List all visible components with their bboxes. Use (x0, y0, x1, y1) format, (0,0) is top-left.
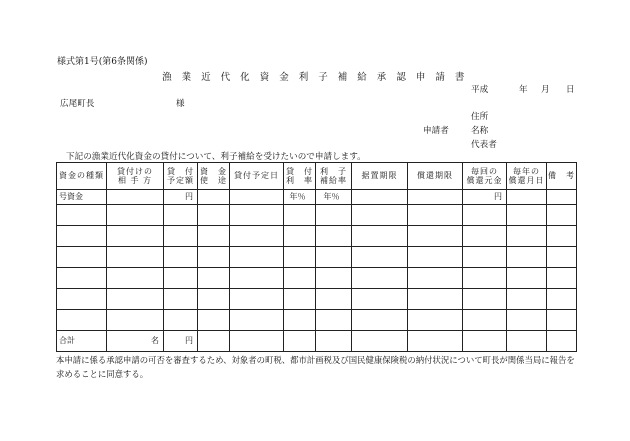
table-cell[interactable] (507, 205, 547, 226)
table-cell[interactable] (316, 310, 352, 331)
table-cell[interactable] (316, 289, 352, 310)
table-cell[interactable] (547, 310, 577, 331)
total-cell[interactable] (408, 331, 463, 352)
header-label: 補給率 (320, 176, 347, 185)
table-cell[interactable] (352, 268, 408, 289)
table-cell[interactable] (507, 310, 547, 331)
table-cell[interactable] (230, 226, 284, 247)
table-cell[interactable] (547, 205, 577, 226)
table-header-cell (316, 163, 352, 190)
table-cell[interactable] (507, 226, 547, 247)
table-cell[interactable] (408, 247, 463, 268)
total-cell[interactable] (463, 331, 507, 352)
table-cell[interactable] (284, 247, 316, 268)
unit-cell[interactable] (507, 190, 547, 205)
table-cell[interactable] (107, 226, 164, 247)
table-header-cell (107, 163, 164, 190)
table-cell[interactable] (463, 289, 507, 310)
table-cell[interactable] (107, 205, 164, 226)
total-cell[interactable] (507, 331, 547, 352)
unit-cell[interactable]: 年％ (316, 190, 352, 205)
total-label[interactable]: 合計 (57, 331, 107, 352)
table-header-cell (284, 163, 316, 190)
total-count-unit[interactable]: 名 (107, 331, 164, 352)
total-cell[interactable] (547, 331, 577, 352)
table-row (57, 268, 577, 289)
table-row (57, 226, 577, 247)
date-month-label: 月 (541, 85, 550, 95)
table-cell[interactable] (507, 247, 547, 268)
table-cell[interactable] (57, 226, 107, 247)
addressee: 広尾町長 (60, 99, 95, 109)
header-label: 貸 付 (167, 166, 194, 176)
table-cell[interactable] (57, 247, 107, 268)
table-unit-row (57, 190, 577, 205)
header-label: 貸付けの (117, 166, 153, 176)
date-year-label: 年 (519, 85, 528, 95)
table-cell[interactable] (284, 289, 316, 310)
table-cell[interactable] (316, 205, 352, 226)
table-cell[interactable] (316, 247, 352, 268)
table-cell[interactable] (408, 289, 463, 310)
applicant-representative-label: 代表者 (471, 140, 497, 150)
table-cell[interactable] (352, 247, 408, 268)
table-header-cell (57, 163, 107, 190)
table-cell[interactable] (198, 205, 230, 226)
table-cell[interactable] (284, 205, 316, 226)
table-cell[interactable] (408, 268, 463, 289)
table-cell[interactable] (230, 289, 284, 310)
table-cell[interactable] (408, 226, 463, 247)
table-cell[interactable] (57, 289, 107, 310)
table-cell[interactable] (408, 205, 463, 226)
table-header-cell (547, 163, 577, 190)
table-cell[interactable] (352, 205, 408, 226)
table-cell[interactable] (316, 226, 352, 247)
unit-cell[interactable] (230, 190, 284, 205)
header-label: 備 考 (548, 171, 575, 181)
addressee-honorific: 様 (176, 99, 185, 109)
header-label: 相 手 方 (117, 176, 153, 185)
table-cell[interactable] (284, 268, 316, 289)
table-cell[interactable] (463, 205, 507, 226)
table-cell[interactable] (230, 268, 284, 289)
unit-cell[interactable]: 年％ (284, 190, 316, 205)
header-label: 毎回の (471, 166, 498, 176)
document-title: 漁 業 近 代 化 資 金 利 子 補 給 承 認 申 請 書 (162, 72, 468, 83)
form-number: 様式第1号(第6条関係) (57, 57, 148, 67)
applicant-address-label: 住所 (471, 112, 489, 122)
unit-cell[interactable]: 円 (164, 190, 198, 205)
table-cell[interactable] (198, 226, 230, 247)
table-header-row (57, 163, 577, 190)
table-cell[interactable] (316, 268, 352, 289)
table-cell[interactable] (107, 247, 164, 268)
date-era: 平成 (471, 85, 489, 95)
table-cell[interactable] (57, 205, 107, 226)
table-header-cell (507, 163, 547, 190)
header-label: 利 子 (320, 166, 347, 176)
table-cell[interactable] (352, 289, 408, 310)
table-cell[interactable] (507, 289, 547, 310)
table-cell[interactable] (198, 247, 230, 268)
date-day-label: 日 (566, 85, 575, 95)
table-row (57, 247, 577, 268)
unit-cell[interactable] (547, 190, 577, 205)
header-label: 資 金 (200, 166, 227, 176)
table-total-row (57, 331, 577, 352)
table-cell[interactable] (164, 289, 198, 310)
total-cell[interactable] (198, 331, 230, 352)
unit-cell[interactable] (107, 190, 164, 205)
table-cell[interactable] (463, 247, 507, 268)
table-cell[interactable] (547, 247, 577, 268)
table-cell[interactable] (463, 226, 507, 247)
table-cell[interactable] (463, 310, 507, 331)
table-cell[interactable] (463, 268, 507, 289)
unit-cell[interactable] (198, 190, 230, 205)
table-cell[interactable] (547, 289, 577, 310)
table-cell[interactable] (107, 289, 164, 310)
unit-cell[interactable] (352, 190, 408, 205)
table-cell[interactable] (284, 226, 316, 247)
total-amount-unit[interactable]: 円 (164, 331, 198, 352)
table-header-cell (164, 163, 198, 190)
table-cell[interactable] (57, 310, 107, 331)
applicant-name-label: 名称 (471, 126, 489, 136)
table-cell[interactable] (230, 247, 284, 268)
unit-cell[interactable]: 号資金 (57, 190, 107, 205)
table-cell[interactable] (164, 247, 198, 268)
application-table (56, 162, 577, 352)
header-label: 貸 付 (286, 166, 313, 176)
header-label: 資金の種類 (59, 171, 104, 181)
header-label: 償還月日 (508, 176, 545, 185)
table-header-cell (352, 163, 408, 190)
header-label: 償還期限 (417, 171, 453, 181)
table-cell[interactable] (57, 268, 107, 289)
header-label: 償還元金 (466, 176, 503, 185)
table-header-cell (198, 163, 230, 190)
total-cell[interactable] (316, 331, 352, 352)
table-cell[interactable] (107, 268, 164, 289)
header-label: 予定額 (167, 176, 194, 185)
table-cell[interactable] (352, 310, 408, 331)
table-row (57, 310, 577, 331)
table-header-cell (408, 163, 463, 190)
table-cell[interactable] (408, 310, 463, 331)
table-cell[interactable] (284, 310, 316, 331)
table-cell[interactable] (164, 268, 198, 289)
table-cell[interactable] (547, 226, 577, 247)
header-label: 利 率 (286, 176, 313, 185)
table-cell[interactable] (164, 310, 198, 331)
table-cell[interactable] (198, 268, 230, 289)
table-row (57, 205, 577, 226)
header-label: 毎年の (513, 166, 540, 176)
table-cell[interactable] (107, 310, 164, 331)
table-header-cell (463, 163, 507, 190)
table-row (57, 289, 577, 310)
table-header-cell (230, 163, 284, 190)
table-cell[interactable] (352, 226, 408, 247)
table-cell[interactable] (164, 205, 198, 226)
table-cell[interactable] (507, 268, 547, 289)
total-cell[interactable] (284, 331, 316, 352)
header-label: 使 途 (200, 176, 227, 185)
unit-cell[interactable]: 円 (463, 190, 507, 205)
consent-footnote: 本申請に係る承認申請の可否を審査するため、対象者の町税、都市計画税及び国民健康保険税の納付状況について町長が関係当局に報告を求めることに同意する。 (56, 355, 575, 379)
table-cell[interactable] (547, 268, 577, 289)
header-label: 貸付予定日 (234, 171, 279, 181)
total-cell[interactable] (230, 331, 284, 352)
table-cell[interactable] (198, 289, 230, 310)
table-cell[interactable] (230, 310, 284, 331)
applicant-label: 申請者 (423, 126, 449, 136)
table-cell[interactable] (164, 226, 198, 247)
table-cell[interactable] (230, 205, 284, 226)
total-cell[interactable] (352, 331, 408, 352)
intro-text: 下記の漁業近代化資金の貸付について、利子補給を受けたいので申請します。 (66, 152, 366, 162)
unit-cell[interactable] (408, 190, 463, 205)
table-cell[interactable] (198, 310, 230, 331)
header-label: 据置期限 (361, 171, 398, 181)
